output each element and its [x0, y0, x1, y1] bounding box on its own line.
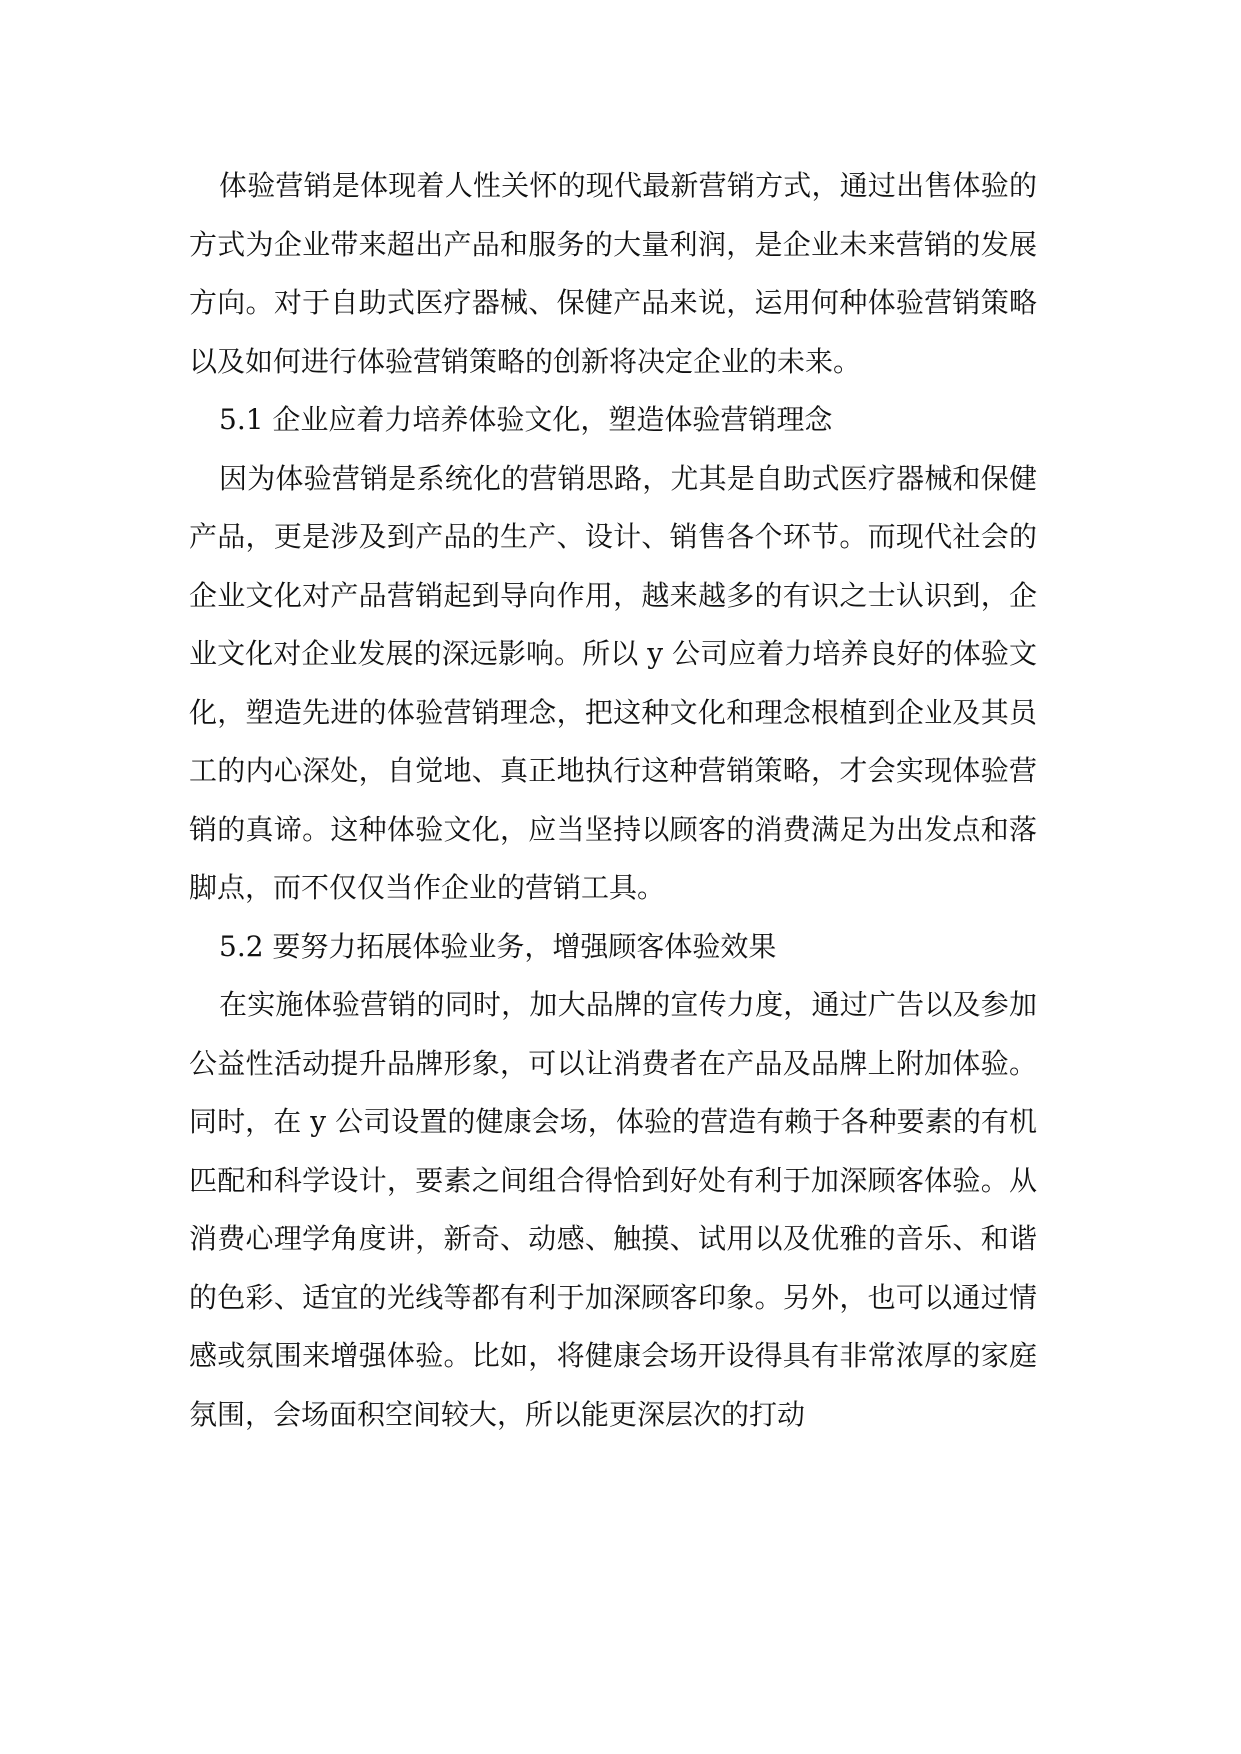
section-5-2-paragraph: 在实施体验营销的同时，加大品牌的宣传力度，通过广告以及参加公益性活动提升品牌形象，可以让消费者在产品及品牌上附加体验。同时，在 y 公司设置的健康会场，体验的营造有赖于各种要素的有机匹配和科学设计，要素之间组合得恰到好处有利于加深顾客体验。从消费心理学角度讲，新奇、动感、触摸、试用以及优雅的音乐、和谐的色彩、适宜的光线等都有利于加深顾客印象。另外，也可以通过情感或氛围来增强体验。比如，将健康会场开设得具有非常浓厚的家庭氛围，会场面积空间较大，所以能更深层次的打动	[189, 988, 1037, 1431]
document-body	[189, 157, 1037, 1444]
section-heading-5-2: 5.2 要努力拓展体验业务，增强顾客体验效果	[219, 929, 777, 963]
section-heading-5-1: 5.1 企业应着力培养体验文化，塑造体验营销理念	[219, 403, 833, 436]
intro-paragraph: 体验营销是体现着人性关怀的现代最新营销方式，通过出售体验的方式为企业带来超出产品和服务的大量利润，是企业未来营销的发展方向。对于自助式医疗器械、保健产品来说，运用何种体验营销策略以及如何进行体验营销策略的创新将决定企业的未来。	[189, 169, 1037, 378]
section-5-1-paragraph: 因为体验营销是系统化的营销思路，尤其是自助式医疗器械和保健产品，更是涉及到产品的生产、设计、销售各个环节。而现代社会的企业文化对产品营销起到导向作用，越来越多的有识之士认识到，企业文化对企业发展的深远影响。所以 y 公司应着力培养良好的体验文化，塑造先进的体验营销理念，把这种文化和理念根植到企业及其员工的内心深处，自觉地、真正地执行这种营销策略，才会实现体验营销的真谛。这种体验文化，应当坚持以顾客的消费满足为出发点和落脚点，而不仅仅当作企业的营销工具。	[189, 461, 1037, 904]
